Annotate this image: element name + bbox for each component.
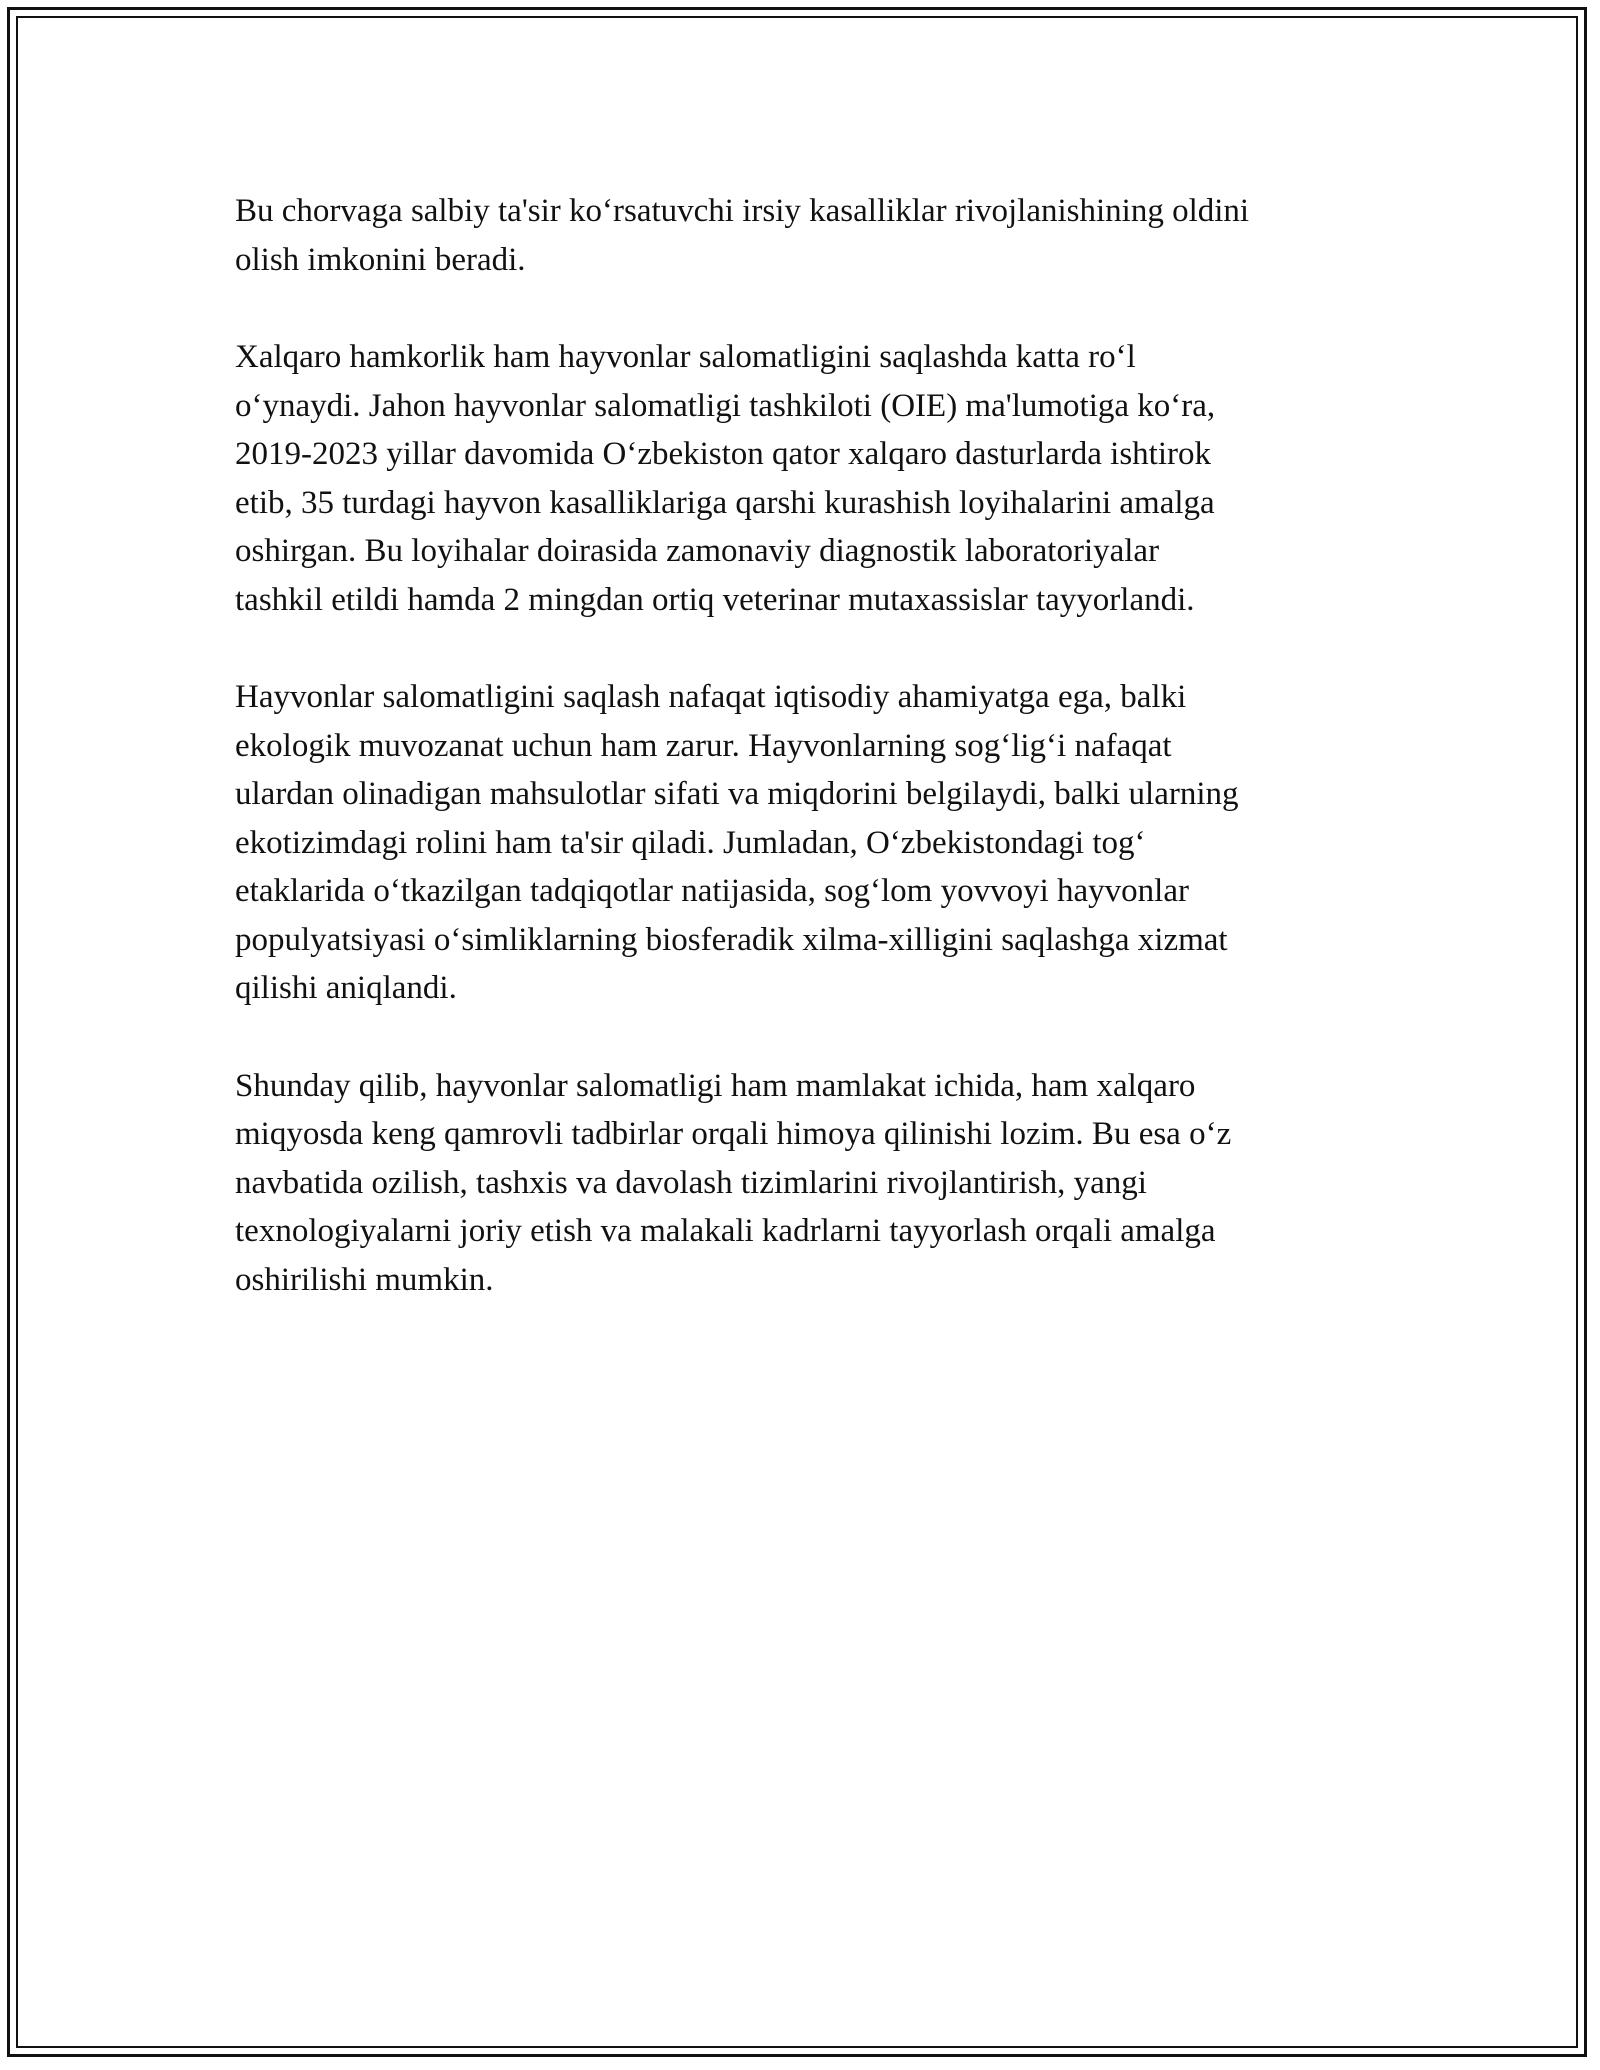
text-line: oshirgan. Bu loyihalar doirasida zamonaviy diagnostik laboratoriyalar (235, 533, 1160, 569)
text-line: oʻynaydi. Jahon hayvonlar salomatligi tashkiloti (OIE) ma'lumotiga koʻra, (235, 387, 1216, 424)
paragraph-4 (235, 1062, 1375, 1305)
paragraph-2 (235, 333, 1375, 624)
text-line: populyatsiyasi oʻsimliklarning biosferadik xilma-xilligini saqlashga xizmat (235, 921, 1228, 958)
text-line: 2019-2023 yillar davomida Oʻzbekiston qator xalqaro dasturlarda ishtirok (235, 436, 1211, 472)
text-line: ekologik muvozanat uchun ham zarur. Hayvonlarning sogʻligʻi nafaqat (235, 727, 1172, 764)
text-line: Xalqaro hamkorlik ham hayvonlar salomatligini saqlashda katta roʻl (235, 339, 1136, 375)
text-line: Bu chorvaga salbiy ta'sir koʻrsatuvchi irsiy kasalliklar rivojlanishining oldini (235, 193, 1250, 229)
text-line: ekotizimdagi rolini ham ta'sir qiladi. Jumladan, Oʻzbekistondagi togʻ (235, 824, 1146, 861)
text-line: ulardan olinadigan mahsulotlar sifati va miqdorini belgilaydi, balki ularning (235, 776, 1239, 812)
text-line: qilishi aniqlandi. (235, 970, 457, 1006)
text-line: olish imkonini beradi. (235, 241, 526, 278)
paragraph-1 (235, 187, 1375, 284)
text-line: miqyosda keng qamrovli tadbirlar orqali himoya qilinishi lozim. Bu esa oʻz (235, 1116, 1232, 1152)
text-line: texnologiyalarni joriy etish va malakali kadrlarni tayyorlash orqali amalga (235, 1213, 1216, 1249)
text-line: etib, 35 turdagi hayvon kasalliklariga qarshi kurashish loyihalarini amalga (235, 484, 1215, 521)
text-line: oshirilishi mumkin. (235, 1261, 494, 1298)
text-line: etaklarida oʻtkazilgan tadqiqotlar natijasida, sogʻlom yovvoyi hayvonlar (235, 873, 1189, 909)
text-line: Hayvonlar salomatligini saqlash nafaqat iqtisodiy ahamiyatga ega, balki (235, 679, 1187, 715)
text-line: tashkil etildi hamda 2 mingdan ortiq veterinar mutaxassislar tayyorlandi. (235, 581, 1195, 618)
text-line: Shunday qilib, hayvonlar salomatligi ham mamlakat ichida, ham xalqaro (235, 1067, 1196, 1104)
paragraph-3 (235, 673, 1375, 1013)
text-line: navbatida ozilish, tashxis va davolash tizimlarini rivojlantirish, yangi (235, 1164, 1147, 1201)
document-body (235, 187, 1375, 1353)
